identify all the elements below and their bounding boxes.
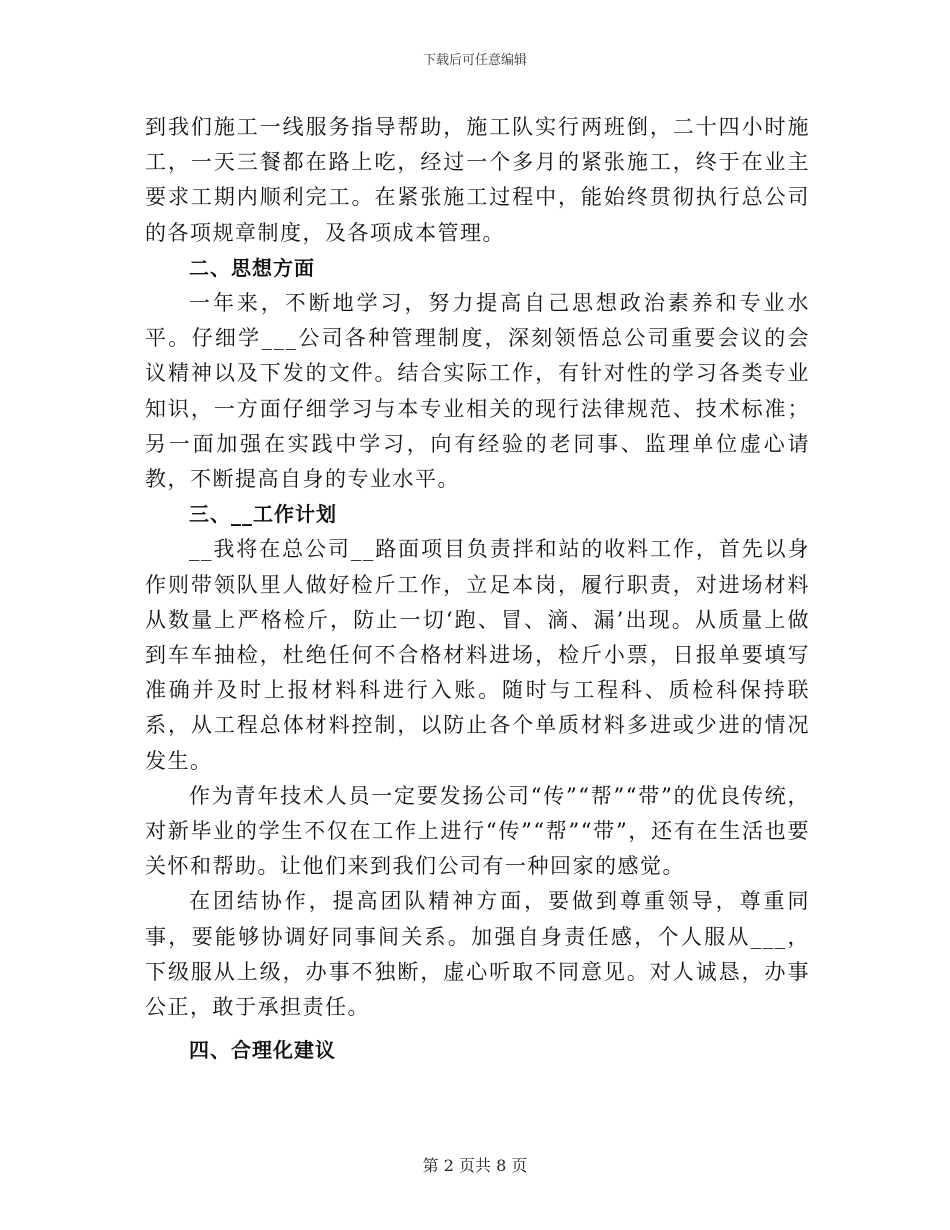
section-heading-suggestions: 四、合理化建议 [189, 1038, 336, 1063]
page-header: 下载后可任意编辑 [422, 53, 527, 68]
document-body [145, 110, 810, 1068]
page-number-footer: 第 2 页共 8 页 [422, 1156, 528, 1175]
section-heading-thought: 二、思想方面 [189, 255, 315, 280]
section-heading-work-plan: 三、__工作计划 [189, 502, 337, 527]
paragraph-mentoring: 作为青年技术人员一定要发扬公司“传”“帮”“带”的优良传统，对新毕业的学生不仅在工作上进行“传”“帮”“带”，还有在生活也要关怀和帮助。让他们来到我们公司有一种回家的感觉。 [145, 783, 810, 879]
paragraph-work-plan: __我将在总公司__路面项目负责拌和站的收料工作，首先以身作则带领队里人做好检斤工作，立足本岗，履行职责，对进场材料从数量上严格检斤，防止一切‘跑、冒、滴、漏’出现。从质量上做到车车抽检，杜绝任何不合格材料进场，检斤小票，日报单要填写准确并及时上报材料科进行入账。随时与工程科、质检科保持联系，从工程总体材料控制，以防止各个单质材料多进或少进的情况发生。 [145, 537, 810, 773]
paragraph-teamwork: 在团结协作，提高团队精神方面，要做到尊重领导，尊重同事，要能够协调好同事间关系。加强自身责任感，个人服从___，下级服从上级，办事不独断，虚心听取不同意见。对人诚恳，办事公正，敢于承担责任。 [145, 889, 810, 1020]
paragraph-continuation: 到我们施工一线服务指导帮助，施工队实行两班倒，二十四小时施工，一天三餐都在路上吃，经过一个多月的紧张施工，终于在业主要求工期内顺利完工。在紧张施工过程中，能始终贯彻执行总公司的各项规章制度，及各项成本管理。 [145, 115, 810, 245]
paragraph-thought: 一年来，不断地学习，努力提高自己思想政治素养和专业水平。仔细学___公司各种管理制度，深刻领悟总公司重要会议的会议精神以及下发的文件。结合实际工作，有针对性的学习各类专业知识，一方面仔细学习与本专业相关的现行法律规范、技术标准；另一面加强在实践中学习，向有经验的老同事、监理单位虚心请教，不断提高自身的专业水平。 [145, 291, 810, 492]
